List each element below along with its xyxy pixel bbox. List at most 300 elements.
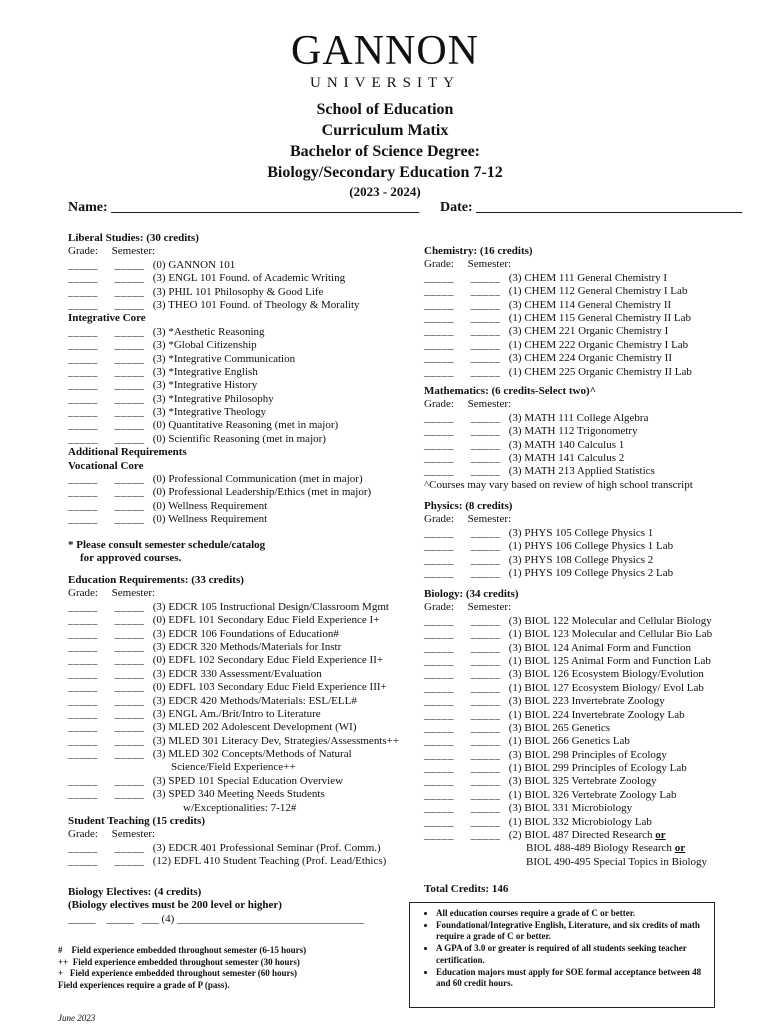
course-name: (1) CHEM 225 Organic Chemistry II Lab — [508, 365, 692, 378]
grade-blank[interactable]: _____ — [68, 365, 98, 378]
course-row — [424, 312, 744, 325]
course-name: (3) *Integrative Philosophy — [152, 392, 274, 405]
course-name: (0) Professional Leadership/Ethics (met in major) — [152, 486, 372, 499]
semester-blank[interactable]: _____ — [470, 411, 501, 424]
semester-blank[interactable]: _____ — [470, 298, 501, 311]
matrix-title: Curriculum Matix — [321, 122, 449, 139]
grade-blank[interactable]: _____ — [68, 379, 98, 392]
course-name: (3) *Integrative Communication — [152, 352, 296, 365]
grade-blank[interactable]: _____ — [68, 681, 98, 694]
semester-blank[interactable]: _____ — [114, 640, 145, 653]
semester-blank[interactable]: _____ — [470, 285, 501, 298]
student-teaching-list — [68, 842, 413, 869]
course-name: (3) MATH 112 Trigonometry — [508, 425, 638, 438]
grade-blank[interactable]: _____ — [424, 735, 454, 748]
grade-blank[interactable]: _____ — [424, 614, 454, 627]
course-row — [68, 654, 413, 667]
course-row — [424, 567, 744, 580]
grade-blank[interactable]: _____ — [424, 425, 454, 438]
grade-semester-header: Grade: Semester: — [424, 398, 512, 411]
grade-blank[interactable]: _____ — [68, 406, 98, 419]
section-heading: Student Teaching (15 credits) — [68, 815, 206, 828]
course-row — [68, 272, 408, 285]
course-name: (0) Wellness Requirement — [152, 513, 268, 526]
semester-blank[interactable]: _____ — [470, 829, 501, 842]
course-row — [68, 473, 408, 486]
course-row — [68, 708, 413, 721]
semester-blank[interactable]: _____ — [470, 748, 501, 761]
semester-blank[interactable]: _____ — [114, 419, 145, 432]
grade-blank[interactable]: _____ — [424, 802, 454, 815]
grade-blank[interactable]: _____ — [424, 465, 454, 478]
course-row — [68, 614, 413, 627]
education-section — [68, 574, 413, 869]
math-section — [424, 385, 744, 492]
course-row — [68, 366, 408, 379]
course-name: (3) EDCR 320 Methods/Materials for Instr — [152, 640, 342, 653]
grade-blank[interactable]: _____ — [424, 566, 454, 579]
course-row — [68, 842, 413, 855]
course-row — [424, 285, 744, 298]
course-name: (0) EDFL 103 Secondary Educ Field Experience III+ — [152, 681, 387, 694]
consult-line: * Please consult semester schedule/catalog — [68, 539, 266, 551]
semester-blank[interactable]: _____ — [114, 841, 145, 854]
grade-blank[interactable]: _____ — [68, 285, 98, 298]
grade-blank[interactable]: _____ — [68, 694, 98, 707]
course-name: (3) MLED 301 Literacy Dev, Strategies/Assessments++ — [152, 734, 400, 747]
course-row — [68, 259, 408, 272]
semester-blank[interactable]: _____ — [470, 526, 501, 539]
grade-blank[interactable]: _____ — [424, 681, 454, 694]
grade-blank[interactable]: _____ — [424, 762, 454, 775]
document-header — [0, 99, 770, 200]
course-name: (1) BIOL 123 Molecular and Cellular Bio Lab — [508, 628, 713, 641]
course-name: (3) THEO 101 Found. of Theology & Morality — [152, 298, 360, 311]
course-name: (0) EDFL 101 Secondary Educ Field Experience I+ — [152, 614, 380, 627]
course-alternative: BIOL 490-495 Special Topics in Biology — [526, 855, 708, 868]
course-name: (1) BIOL 127 Ecosystem Biology/ Evol Lab — [508, 681, 704, 694]
course-row — [68, 513, 408, 526]
grade-blank[interactable]: _____ — [424, 641, 454, 654]
grade-blank[interactable]: _____ — [68, 640, 98, 653]
logo-wordmark: GANNON — [291, 28, 479, 74]
course-row — [68, 721, 413, 734]
course-name: (1) BIOL 299 Principles of Ecology Lab — [508, 762, 687, 775]
course-row — [424, 735, 754, 748]
university-logo — [0, 30, 770, 92]
grade-blank[interactable]: _____ — [424, 298, 454, 311]
semester-blank[interactable]: _____ — [470, 668, 501, 681]
semester-blank[interactable]: _____ — [470, 352, 501, 365]
semester-blank[interactable]: _____ — [114, 486, 145, 499]
semester-blank[interactable]: _____ — [114, 614, 145, 627]
note-line: + Field experience embedded throughout semester (60 hours) — [58, 968, 298, 978]
semester-blank[interactable]: _____ — [470, 815, 501, 828]
name-field[interactable]: Name: ____________________________________________ — [68, 200, 420, 215]
left-column — [68, 232, 408, 527]
course-row — [424, 452, 744, 465]
course-name: (0) GANNON 101 — [152, 258, 236, 271]
course-row — [68, 339, 408, 352]
section-heading: Education Requirements: (33 credits) — [68, 574, 244, 586]
grade-blank[interactable]: _____ — [424, 775, 454, 788]
course-name: (2) BIOL 487 Directed Research — [508, 829, 653, 842]
integrative-core-list — [68, 326, 408, 447]
course-name: (3) MATH 141 Calculus 2 — [508, 451, 625, 464]
course-name: (3) *Aesthetic Reasoning — [152, 325, 265, 338]
semester-blank[interactable]: _____ — [470, 325, 501, 338]
course-name: BIOL 488-489 Biology Research — [526, 842, 672, 855]
semester-blank[interactable]: _____ — [470, 451, 501, 464]
course-name: (3) MATH 140 Calculus 1 — [508, 438, 625, 451]
course-name: (3) MATH 111 College Algebra — [508, 411, 649, 424]
course-continuation: Science/Field Experience++ — [171, 761, 296, 774]
course-name: (3) *Integrative English — [152, 365, 258, 378]
course-row — [68, 486, 408, 499]
course-name: (3) CHEM 221 Organic Chemistry I — [508, 325, 669, 338]
course-name: (3) BIOL 124 Animal Form and Function — [508, 641, 692, 654]
logo-subtitle: UNIVERSITY — [310, 75, 460, 91]
course-row — [424, 339, 744, 352]
grade-blank[interactable]: _____ — [424, 654, 454, 667]
grade-blank[interactable]: _____ — [424, 815, 454, 828]
semester-blank[interactable]: _____ — [470, 802, 501, 815]
date-field[interactable]: Date: ______________________________________ — [440, 200, 743, 215]
course-row — [424, 325, 744, 338]
education-list-2 — [68, 775, 413, 802]
course-name: (3) ENGL Am./Brit/Intro to Literature — [152, 707, 321, 720]
semester-blank[interactable]: _____ — [114, 748, 145, 761]
course-row — [68, 695, 413, 708]
course-row — [68, 419, 408, 432]
physics-section — [424, 500, 744, 580]
semester-blank[interactable]: _____ — [470, 614, 501, 627]
math-note: ^Courses may vary based on review of high school transcript — [424, 478, 693, 491]
course-row — [68, 748, 413, 761]
course-name: (3) MLED 302 Concepts/Methods of Natural — [152, 748, 352, 761]
semester-blank[interactable]: _____ — [114, 667, 145, 680]
course-row — [424, 789, 754, 802]
semester-blank[interactable]: _____ — [114, 352, 145, 365]
course-row — [68, 855, 413, 868]
course-row — [68, 393, 408, 406]
grade-semester-header: Grade: Semester: — [424, 601, 512, 614]
semester-blank[interactable]: _____ — [114, 473, 145, 486]
section-heading: Mathematics: (6 credits-Select two)^ — [424, 385, 597, 397]
grade-blank[interactable]: _____ — [424, 553, 454, 566]
semester-blank[interactable]: _____ — [470, 695, 501, 708]
course-row — [68, 379, 408, 392]
or-label: or — [655, 829, 666, 842]
liberal-studies-list — [68, 259, 408, 313]
course-row — [68, 668, 413, 681]
course-name: (3) CHEM 111 General Chemistry I — [508, 271, 668, 284]
grade-blank[interactable]: _____ — [424, 540, 454, 553]
semester-blank[interactable]: _____ — [114, 392, 145, 405]
grade-blank[interactable]: _____ — [68, 841, 98, 854]
course-row — [68, 286, 408, 299]
course-name: (3) EDCR 330 Assessment/Evaluation — [152, 667, 322, 680]
course-name: (3) PHYS 108 College Physics 2 — [508, 553, 654, 566]
grade-blank[interactable]: _____ — [68, 627, 98, 640]
course-name: (1) PHYS 109 College Physics 2 Lab — [508, 566, 674, 579]
semester-blank[interactable]: _____ — [470, 338, 501, 351]
course-name: (1) PHYS 106 College Physics 1 Lab — [508, 540, 674, 553]
grade-blank[interactable]: _____ — [424, 325, 454, 338]
grade-blank[interactable]: _____ — [68, 419, 98, 432]
grade-blank[interactable]: _____ — [424, 788, 454, 801]
grade-blank[interactable]: _____ — [424, 526, 454, 539]
semester-blank[interactable]: _____ — [114, 339, 145, 352]
semester-blank[interactable]: _____ — [114, 379, 145, 392]
grade-blank[interactable]: _____ — [424, 285, 454, 298]
course-name: (3) BIOL 325 Vertebrate Zoology — [508, 775, 657, 788]
semester-blank[interactable]: _____ — [470, 438, 501, 451]
semester-blank[interactable]: _____ — [114, 707, 145, 720]
grade-blank[interactable]: _____ — [68, 774, 98, 787]
grade-blank[interactable]: _____ — [68, 432, 98, 445]
course-row — [424, 299, 744, 312]
section-heading: Biology Electives: (4 credits) — [68, 886, 202, 898]
grade-blank[interactable]: _____ — [424, 338, 454, 351]
grade-blank[interactable]: _____ — [68, 499, 98, 512]
course-continuation: w/Exceptionalities: 7-12# — [183, 801, 297, 814]
course-name: (3) *Global Citizenship — [152, 339, 257, 352]
chemistry-list — [424, 272, 744, 379]
course-name: (0) Scientific Reasoning (met in major) — [152, 432, 326, 445]
program-title: Biology/Secondary Education 7-12 — [267, 164, 503, 181]
grade-blank[interactable]: _____ — [424, 451, 454, 464]
grade-blank[interactable]: _____ — [424, 411, 454, 424]
semester-blank[interactable]: _____ — [470, 465, 501, 478]
semester-blank[interactable]: _____ — [114, 681, 145, 694]
grade-semester-header: Grade: Semester: — [68, 245, 156, 258]
course-name: (0) Quantitative Reasoning (met in major) — [152, 419, 339, 432]
grade-blank[interactable]: _____ — [68, 392, 98, 405]
course-name: (3) BIOL 265 Genetics — [508, 721, 611, 734]
semester-blank[interactable]: _____ — [470, 735, 501, 748]
course-name: (1) CHEM 222 Organic Chemistry I Lab — [508, 338, 689, 351]
semester-blank[interactable]: _____ — [470, 654, 501, 667]
grade-blank[interactable]: _____ — [424, 271, 454, 284]
course-row — [424, 465, 744, 478]
semester-blank[interactable]: _____ — [470, 641, 501, 654]
semester-blank[interactable]: _____ — [470, 708, 501, 721]
section-heading: Integrative Core — [68, 312, 146, 325]
grade-blank[interactable]: _____ — [424, 311, 454, 324]
academic-year: (2023 - 2024) — [349, 184, 421, 199]
course-name: (3) *Integrative Theology — [152, 406, 267, 419]
grade-blank[interactable]: _____ — [68, 352, 98, 365]
course-row — [68, 775, 413, 788]
grade-blank[interactable]: _____ — [68, 707, 98, 720]
section-heading: Biology: (34 credits) — [424, 588, 519, 600]
course-name: (3) ENGL 101 Found. of Academic Writing — [152, 272, 346, 285]
grade-blank[interactable]: _____ — [68, 788, 98, 801]
semester-blank[interactable]: _____ — [114, 365, 145, 378]
grade-blank[interactable]: _____ — [68, 667, 98, 680]
semester-blank[interactable]: _____ — [114, 432, 145, 445]
course-row — [424, 668, 754, 681]
semester-blank[interactable]: _____ — [114, 627, 145, 640]
semester-blank[interactable]: _____ — [114, 298, 145, 311]
section-heading: Physics: (8 credits) — [424, 500, 513, 512]
grade-blank[interactable]: _____ — [424, 708, 454, 721]
semester-blank[interactable]: _____ — [114, 600, 145, 613]
course-alternative — [424, 842, 754, 855]
course-name: (0) Wellness Requirement — [152, 499, 268, 512]
course-row — [424, 655, 754, 668]
grade-blank[interactable]: _____ — [68, 339, 98, 352]
grade-blank[interactable]: _____ — [68, 325, 98, 338]
requirement-item: • Foundational/Integrative English, Literature, and six credits of math require a grade of C or better. — [436, 920, 714, 943]
grade-blank[interactable]: _____ — [424, 829, 454, 842]
course-name: (3) MATH 213 Applied Statistics — [508, 465, 655, 478]
course-row — [424, 425, 744, 438]
semester-blank[interactable]: _____ — [114, 513, 145, 526]
grade-semester-header: Grade: Semester: — [424, 513, 512, 526]
grade-blank[interactable]: _____ — [68, 721, 98, 734]
course-name: (3) PHIL 101 Philosophy & Good Life — [152, 285, 324, 298]
semester-blank[interactable]: _____ — [114, 721, 145, 734]
semester-blank[interactable]: _____ — [470, 721, 501, 734]
section-heading: Vocational Core — [68, 459, 144, 472]
grade-blank[interactable]: _____ — [424, 352, 454, 365]
grade-blank[interactable]: _____ — [424, 365, 454, 378]
course-row — [424, 802, 754, 815]
course-name: (0) EDFL 102 Secondary Educ Field Experience II+ — [152, 654, 384, 667]
consult-note — [68, 539, 408, 566]
note-line: Field experiences require a grade of P (pass). — [58, 979, 230, 990]
semester-blank[interactable]: _____ — [470, 628, 501, 641]
semester-blank[interactable]: _____ — [114, 325, 145, 338]
requirement-item: • A GPA of 3.0 or greater is required of all students seeking teacher certification. — [436, 943, 714, 966]
course-name: (3) PHYS 105 College Physics 1 — [508, 526, 654, 539]
grade-blank[interactable]: _____ — [424, 628, 454, 641]
course-row — [424, 762, 754, 775]
grade-blank[interactable]: _____ — [68, 258, 98, 271]
grade-blank[interactable]: _____ — [424, 721, 454, 734]
semester-blank[interactable]: _____ — [114, 285, 145, 298]
grade-blank[interactable]: _____ — [424, 748, 454, 761]
course-row — [424, 775, 754, 788]
requirement-item: • All education courses require a grade of C or better. — [436, 908, 714, 920]
course-name: (3) BIOL 331 Microbiology — [508, 802, 633, 815]
course-row — [424, 540, 744, 553]
semester-blank[interactable]: _____ — [114, 499, 145, 512]
elective-entry-line[interactable]: _____ _____ ___ (4) __________________________________ — [68, 912, 365, 925]
note-line: ++ Field experience embedded throughout semester (30 hours) — [58, 956, 300, 967]
semester-blank[interactable]: _____ — [114, 654, 145, 667]
course-name: (3) EDCR 420 Methods/Materials: ESL/ELL# — [152, 694, 357, 707]
grade-blank[interactable]: _____ — [68, 654, 98, 667]
math-list — [424, 412, 744, 479]
semester-blank[interactable]: _____ — [470, 553, 501, 566]
course-row — [424, 749, 754, 762]
course-row — [424, 352, 744, 365]
course-name: (3) SPED 340 Meeting Needs Students — [152, 788, 325, 801]
semester-blank[interactable]: _____ — [114, 272, 145, 285]
course-name: (1) BIOL 332 Microbiology Lab — [508, 815, 652, 828]
semester-blank[interactable]: _____ — [470, 365, 501, 378]
grade-blank[interactable]: _____ — [68, 614, 98, 627]
section-heading: Additional Requirements — [68, 446, 187, 459]
grade-blank[interactable]: _____ — [424, 695, 454, 708]
course-row — [424, 412, 744, 425]
semester-blank[interactable]: _____ — [114, 734, 145, 747]
course-name: (3) EDCR 105 Instructional Design/Classroom Mgmt — [152, 600, 389, 613]
school-title: School of Education — [316, 101, 454, 118]
course-row — [68, 681, 413, 694]
electives-section — [68, 886, 408, 926]
grade-blank[interactable]: _____ — [68, 473, 98, 486]
degree-title: Bachelor of Science Degree: — [289, 143, 480, 160]
course-row — [424, 682, 754, 695]
right-column — [424, 245, 744, 379]
semester-blank[interactable]: _____ — [470, 425, 501, 438]
section-heading: Chemistry: (16 credits) — [424, 245, 533, 257]
grade-semester-header: Grade: Semester: — [68, 587, 156, 600]
semester-blank[interactable]: _____ — [470, 271, 501, 284]
course-row — [68, 735, 413, 748]
grade-blank[interactable]: _____ — [68, 298, 98, 311]
education-list — [68, 601, 413, 762]
course-name: (1) BIOL 125 Animal Form and Function Lab — [508, 654, 711, 667]
course-name: (0) Professional Communication (met in major) — [152, 473, 363, 486]
course-row — [68, 500, 408, 513]
semester-blank[interactable]: _____ — [114, 855, 145, 868]
course-row — [424, 272, 744, 285]
course-row — [424, 615, 754, 628]
consult-line: for approved courses. — [80, 552, 182, 565]
semester-blank[interactable]: _____ — [470, 540, 501, 553]
grade-blank[interactable]: _____ — [68, 734, 98, 747]
note-line: # Field experience embedded throughout semester (6-15 hours) — [58, 945, 307, 955]
semester-blank[interactable]: _____ — [470, 775, 501, 788]
grade-blank[interactable]: _____ — [424, 438, 454, 451]
semester-blank[interactable]: _____ — [470, 311, 501, 324]
course-name: (1) CHEM 112 General Chemistry I Lab — [508, 285, 688, 298]
grade-blank[interactable]: _____ — [424, 668, 454, 681]
grade-blank[interactable]: _____ — [68, 855, 98, 868]
course-row — [68, 628, 413, 641]
grade-semester-header: Grade: Semester: — [424, 258, 512, 271]
course-name: (1) BIOL 326 Vertebrate Zoology Lab — [508, 788, 677, 801]
semester-blank[interactable]: _____ — [114, 258, 145, 271]
semester-blank[interactable]: _____ — [114, 694, 145, 707]
course-name: (1) CHEM 115 General Chemistry II Lab — [508, 311, 692, 324]
semester-blank[interactable]: _____ — [470, 788, 501, 801]
grade-blank[interactable]: _____ — [68, 513, 98, 526]
semester-blank[interactable]: _____ — [114, 406, 145, 419]
course-row — [424, 554, 744, 567]
grade-blank[interactable]: _____ — [68, 486, 98, 499]
semester-blank[interactable]: _____ — [114, 774, 145, 787]
semester-blank[interactable]: _____ — [470, 681, 501, 694]
grade-blank[interactable]: _____ — [68, 600, 98, 613]
course-name: (12) EDFL 410 Student Teaching (Prof. Lead/Ethics) — [152, 855, 387, 868]
course-row — [68, 788, 413, 801]
semester-blank[interactable]: _____ — [470, 566, 501, 579]
total-credits: Total Credits: 146 — [424, 883, 509, 895]
grade-blank[interactable]: _____ — [68, 272, 98, 285]
course-name: (3) CHEM 114 General Chemistry II — [508, 298, 672, 311]
grade-semester-header: Grade: Semester: — [68, 828, 156, 841]
grade-blank[interactable]: _____ — [68, 748, 98, 761]
semester-blank[interactable]: _____ — [470, 762, 501, 775]
semester-blank[interactable]: _____ — [114, 788, 145, 801]
course-name: (3) MLED 202 Adolescent Development (WI) — [152, 721, 357, 734]
